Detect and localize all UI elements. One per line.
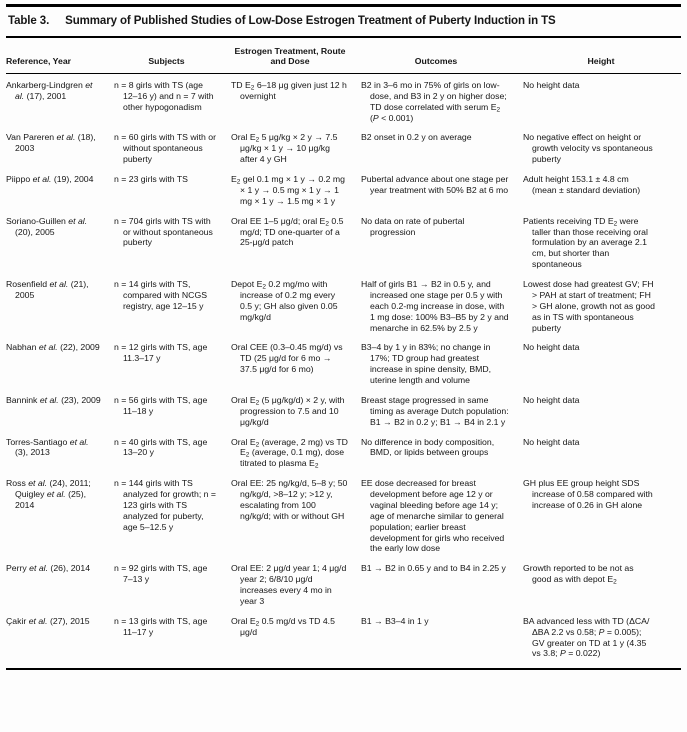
cell-treatment: Oral EE 1–5 μg/d; oral $E_2$ 0.5 mg/d; TD one-quarter of a 25-μg/d patch [231, 215, 344, 248]
cell-subjects: n = 23 girls with TS [114, 174, 188, 184]
column-header-subjects: Subjects [148, 56, 185, 67]
cell-subjects: n = 13 girls with TS, age 11–17 y [114, 615, 208, 637]
column-header-reference-year: Reference, Year [6, 56, 72, 67]
cell-height: Growth reported to be not as good as with depot $E_2$ [523, 563, 634, 586]
table-row [6, 132, 681, 165]
cell-subjects: n = 60 girls with TS with or without spontaneous puberty [114, 132, 216, 165]
table-row [6, 216, 681, 270]
cell-height: No height data [523, 394, 580, 405]
table-row [6, 616, 681, 660]
cell-outcomes: B1 → B2 in 0.65 y and to B4 in 2.25 y [361, 563, 506, 574]
cell-reference: Torres-Santiago et al. (3), 2013 [6, 436, 89, 458]
cell-outcomes: B3–4 by 1 y in 83%; no change in 17%; TD group had greatest increase in spine density, BMD, uterine length and volume [361, 342, 492, 385]
table-title-text: Summary of Published Studies of Low-Dose Estrogen Treatment of Puberty Induction in TS [65, 15, 556, 27]
cell-height: Lowest dose had greatest GV; FH > PAH at start of treatment; FH > GH alone, growth not as good as in TS with spontaneous puberty [523, 279, 655, 333]
cell-height: BA advanced less with TD (ΔCA/ΔBA 2.2 vs 0.58; P = 0.005); GV greater on TD at 1 y (4.35 vs 3.8; P = 0.022) [523, 615, 650, 659]
published-studies-table [6, 4, 681, 670]
cell-treatment: Oral CEE (0.3–0.45 mg/d) vs TD (25 μg/d for 6 mo → 37.5 μg/d for 6 mo) [231, 342, 343, 375]
cell-outcomes: Breast stage progressed in same timing as average Dutch population: B1 → B2 in 0.2 y; B1 → B4 in 2.1 y [361, 394, 509, 427]
cell-reference: Ankarberg-Lindgren et al. (17), 2001 [6, 79, 93, 101]
cell-reference: Ross et al. (24), 2011; Quigley et al. (25), 2014 [6, 478, 91, 510]
cell-outcomes: No data on rate of pubertal progression [361, 215, 465, 237]
table-row [6, 174, 681, 207]
cell-subjects: n = 8 girls with TS (age 12–16 y) and n = 7 with other hypogonadism [114, 79, 214, 112]
cell-reference: Soriano-Guillen et al. (20), 2005 [6, 215, 88, 237]
cell-subjects: n = 92 girls with TS, age 7–13 y [114, 563, 208, 585]
cell-reference: Rosenfield et al. (21), 2005 [6, 279, 89, 300]
cell-reference: Piippo et al. (19), 2004 [6, 174, 94, 184]
cell-treatment: TD $E_2$ 6–18 μg given just 12 h overnight [231, 79, 347, 101]
cell-height: No negative effect on height or growth velocity vs spontaneous puberty [523, 132, 653, 165]
cell-subjects: n = 14 girls with TS, compared with NCGS registry, age 12–15 y [114, 279, 208, 311]
table-header-row [6, 38, 681, 74]
cell-subjects: n = 12 girls with TS, age 11.3–17 y [114, 342, 208, 364]
cell-reference: Çakir et al. (27), 2015 [6, 615, 90, 626]
cell-height: No height data [523, 342, 580, 353]
table-row [6, 342, 681, 386]
table-row [6, 437, 681, 470]
column-header-outcomes: Outcomes [414, 56, 458, 67]
cell-subjects: n = 40 girls with TS, age 13–20 y [114, 436, 208, 458]
cell-outcomes: Half of girls B1 → B2 in 0.5 y, and increased one stage per 0.5 y with each 0.2-mg increase in dose, with 1 mg dose: 100% B3–B5 by 2 y and menarche in 62.5% by 2.5 y [361, 279, 509, 333]
cell-subjects: n = 704 girls with TS with or without spontaneous puberty [114, 215, 213, 248]
column-header-height: Height [587, 56, 615, 67]
cell-outcomes: B2 onset in 0.2 y on average [361, 132, 472, 143]
cell-subjects: n = 144 girls with TS analyzed for growth; n = 123 girls with TS analyzed for puberty, age 5–12.5 y [114, 478, 216, 532]
cell-height: GH plus EE group height SDS increase of 0.58 compared with increase of 0.26 in GH alone [523, 478, 653, 510]
cell-outcomes: Pubertal advance about one stage per year treatment with 50% B2 at 6 mo [361, 174, 509, 195]
table-number-label: Table 3. [8, 15, 50, 27]
cell-treatment: $E_2$ gel 0.1 mg × 1 y → 0.2 mg × 1 y → 0.5 mg × 1 y → 1 mg × 1 y → 1.5 mg × 1 y [231, 174, 345, 206]
table-body [6, 74, 681, 670]
cell-height: Patients receiving TD $E_2$ were taller than those receiving oral formulation by an average 2.1 cm, but shorter than spontaneous [523, 215, 648, 270]
table-row [6, 395, 681, 428]
cell-height: Adult height 153.1 ± 4.8 cm (mean ± standard deviation) [523, 174, 641, 195]
cell-reference: Van Pareren et al. (18), 2003 [6, 132, 96, 154]
cell-subjects: n = 56 girls with TS, age 11–18 y [114, 394, 208, 416]
cell-outcomes: B1 → B3–4 in 1 y [361, 615, 429, 626]
cell-treatment: Oral $E_2$ 0.5 mg/d vs TD 4.5 μg/d [231, 615, 335, 637]
cell-treatment: Depot $E_2$ 0.2 mg/mo with increase of 0.2 mg every 0.5 y; GH also given 0.05 mg/kg/d [231, 279, 338, 322]
cell-treatment: Oral $E_2$ (average, 2 mg) vs TD $E_2$ (average, 0.1 mg), dose titrated to plasma $E_2$ [231, 436, 348, 470]
cell-reference: Perry et al. (26), 2014 [6, 563, 91, 574]
cell-outcomes: B2 in 3–6 mo in 75% of girls on low-dose, and B3 in 2 y on higher dose; TD dose correlated with serum $E_2$ (P < 0.001) [361, 79, 507, 123]
table-row [6, 563, 681, 607]
cell-treatment: Oral EE: 2 μg/d year 1; 4 μg/d year 2; 6/8/10 μg/d increases every 4 mo in year 3 [231, 563, 347, 606]
column-header-estrogen-treatment: Estrogen Treatment, Route and Dose [234, 46, 346, 67]
cell-outcomes: EE dose decreased for breast development before age 12 y or vaginal bleeding before age 14 y; age of menarche similar to general population; earlier breast development for girls who received the early low dose [361, 478, 505, 554]
cell-reference: Bannink et al. (23), 2009 [6, 394, 101, 405]
table-row [6, 279, 681, 333]
table-caption [6, 7, 681, 38]
table-row [6, 478, 681, 554]
cell-outcomes: No difference in body composition, BMD, or lipids between groups [361, 436, 495, 458]
cell-treatment: Oral $E_2$ 5 μg/kg × 2 y → 7.5 μg/kg × 1 y → 10 μg/kg after 4 y GH [231, 132, 338, 165]
table-row [6, 80, 681, 124]
cell-treatment: Oral $E_2$ (5 μg/kg/d) × 2 y, with progression to 7.5 and 10 μg/kg/d [231, 394, 345, 427]
cell-height: No height data [523, 79, 580, 90]
cell-height: No height data [523, 436, 580, 447]
cell-treatment: Oral EE: 25 ng/kg/d, 5–8 y; 50 ng/kg/d, >8–12 y; >12 y, escalating from 100 ng/kg/d; with or without GH [231, 478, 348, 521]
cell-reference: Nabhan et al. (22), 2009 [6, 342, 100, 353]
